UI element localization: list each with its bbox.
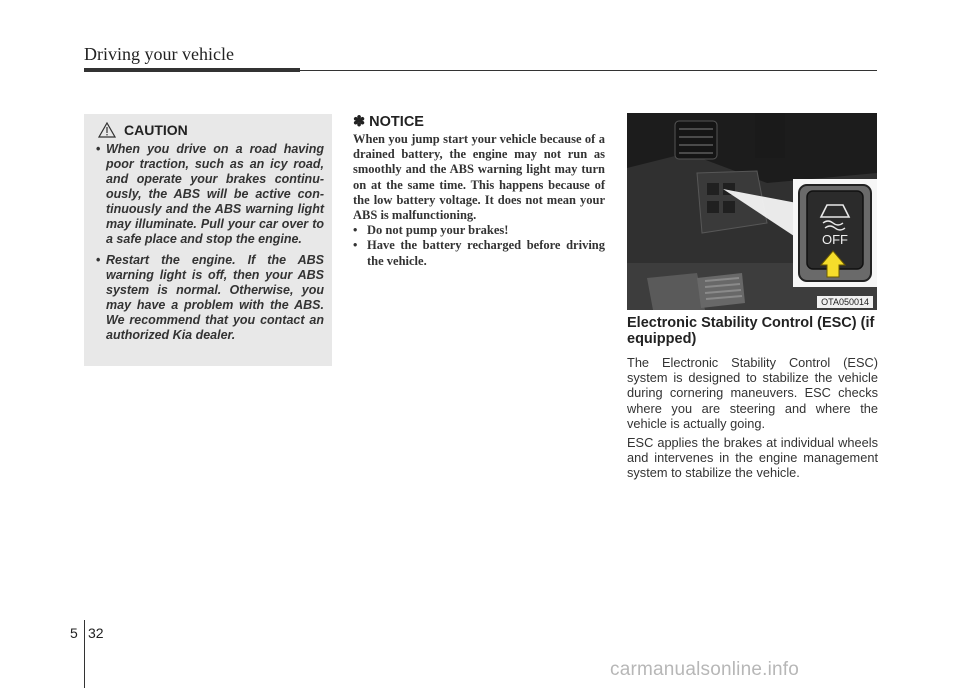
figure-label: OTA050014 — [817, 296, 873, 308]
notice-list — [353, 223, 605, 269]
caution-heading — [98, 122, 324, 138]
notice-title: ✽ NOTICE — [353, 114, 424, 130]
watermark: carmanualsonline.info — [610, 659, 800, 680]
notice-body: When you jump start your vehicle because of a drained battery, the engine may not run as smoothly and the ABS warning light may turn on at the same time. This happens because of the low battery voltage. It does not mean your ABS is malfunctioning. — [353, 132, 605, 223]
caution-box — [84, 114, 332, 366]
caution-list — [96, 142, 324, 343]
caution-title: CAUTION — [124, 122, 188, 138]
esc-title: Electronic Stability Control (ESC) (if equipped) — [627, 315, 875, 347]
esc-switch-figure — [627, 113, 877, 310]
footer-chapter-number: 5 — [70, 625, 78, 641]
notice-section — [353, 114, 605, 269]
caution-item: • When you drive on a road having poor traction, such as an icy road, and operate your brakes continu-ously, the ABS will be active con-tinuously and the ABS warning light may illuminate. Pull your car over to a safe place and stop the engine. — [96, 142, 324, 247]
notice-item: • Do not pump your brakes! — [353, 223, 605, 238]
page-header-title: Driving your vehicle — [84, 44, 234, 64]
esc-paragraph: The Electronic Stability Control (ESC) system is designed to stabilize the vehicle during cornering maneuvers. ESC checks where you are steering and where the vehicle is actually going. — [627, 355, 878, 431]
header-rule-thin — [300, 70, 877, 71]
footer-rule — [84, 620, 85, 688]
esc-section — [627, 315, 878, 485]
header-rule-thick — [84, 68, 300, 72]
esc-off-button-label: OFF — [822, 232, 848, 247]
notice-item: • Have the battery recharged before driving the vehicle. — [353, 238, 605, 268]
caution-item: • Restart the engine. If the ABS warning light is off, then your ABS system is normal. Otherwise, you may have a problem with the ABS. We recommend that you contact an authorized Kia dealer. — [96, 253, 324, 343]
esc-paragraph: ESC applies the brakes at individual wheels and intervenes in the engine management system to stabilize the vehicle. — [627, 435, 878, 481]
warning-triangle-icon — [98, 122, 116, 138]
footer-page-number: 32 — [88, 625, 104, 641]
dashboard-illustration — [627, 113, 877, 310]
